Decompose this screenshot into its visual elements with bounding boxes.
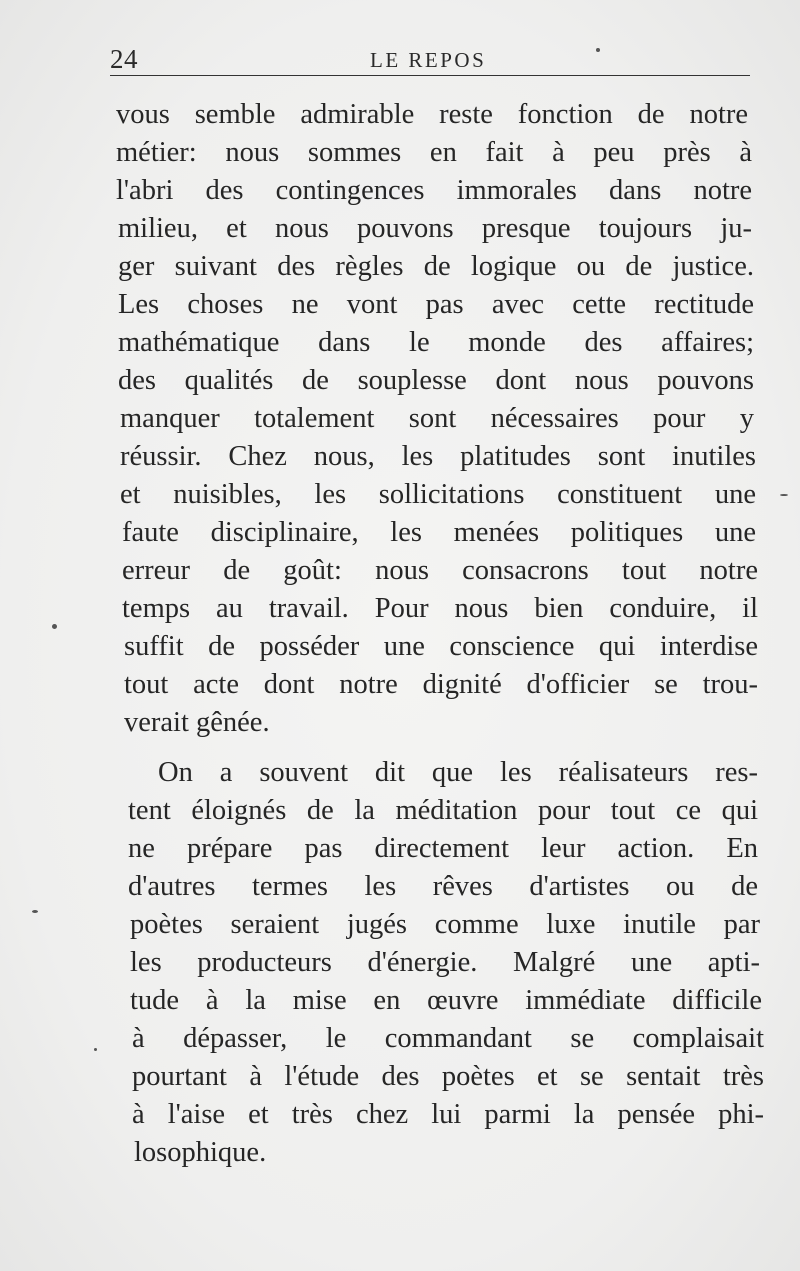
text-line: verait gênée. [124,707,270,738]
scan-speck [780,494,788,496]
running-title: LE REPOS [370,48,487,72]
text-line: erreur de goût: nous consacrons tout notre [122,555,758,586]
scan-speck [52,624,57,629]
text-line: à l'aise et très chez lui parmi la pensée phi- [132,1099,764,1130]
scan-speck [596,48,600,52]
text-line: et nuisibles, les sollicitations constituent une [120,479,756,510]
text-line: les producteurs d'énergie. Malgré une apti- [130,947,760,978]
text-line: On a souvent dit que les réalisateurs res- [158,757,758,788]
text-line: temps au travail. Pour nous bien conduire, il [122,593,758,624]
scan-speck [94,1048,97,1051]
text-line: tent éloignés de la méditation pour tout ce qui [128,795,758,826]
text-line: ne prépare pas directement leur action. En [128,833,758,864]
text-line: losophique. [134,1137,267,1168]
text-line: vous semble admirable reste fonction de notre [116,99,748,130]
page-header [110,42,750,76]
text-line: milieu, et nous pouvons presque toujours ju- [118,213,752,244]
text-line: manquer totalement sont nécessaires pour y [120,403,754,434]
text-line: l'abri des contingences immorales dans notre [116,175,752,206]
text-line: Les choses ne vont pas avec cette rectitude [118,289,754,320]
text-line: faute disciplinaire, les menées politiques une [122,517,756,548]
text-line: poètes seraient jugés comme luxe inutile par [130,909,760,940]
scan-speck [32,910,38,913]
text-line: réussir. Chez nous, les platitudes sont inutiles [120,441,756,472]
text-line: métier: nous sommes en fait à peu près à [116,137,752,168]
text-line: ger suivant des règles de logique ou de justice. [118,251,754,282]
text-line: suffit de posséder une conscience qui interdise [124,631,758,662]
text-line: mathématique dans le monde des affaires; [118,327,754,358]
text-line: pourtant à l'étude des poètes et se sentait très [132,1061,764,1092]
text-line: des qualités de souplesse dont nous pouvons [118,365,754,396]
text-line: à dépasser, le commandant se complaisait [132,1023,764,1054]
text-line: tout acte dont notre dignité d'officier se trou- [124,669,758,700]
header-rule [110,75,750,76]
page-number: 24 [110,44,138,74]
text-line: d'autres termes les rêves d'artistes ou de [128,871,758,902]
text-line: tude à la mise en œuvre immédiate difficile [130,985,762,1016]
